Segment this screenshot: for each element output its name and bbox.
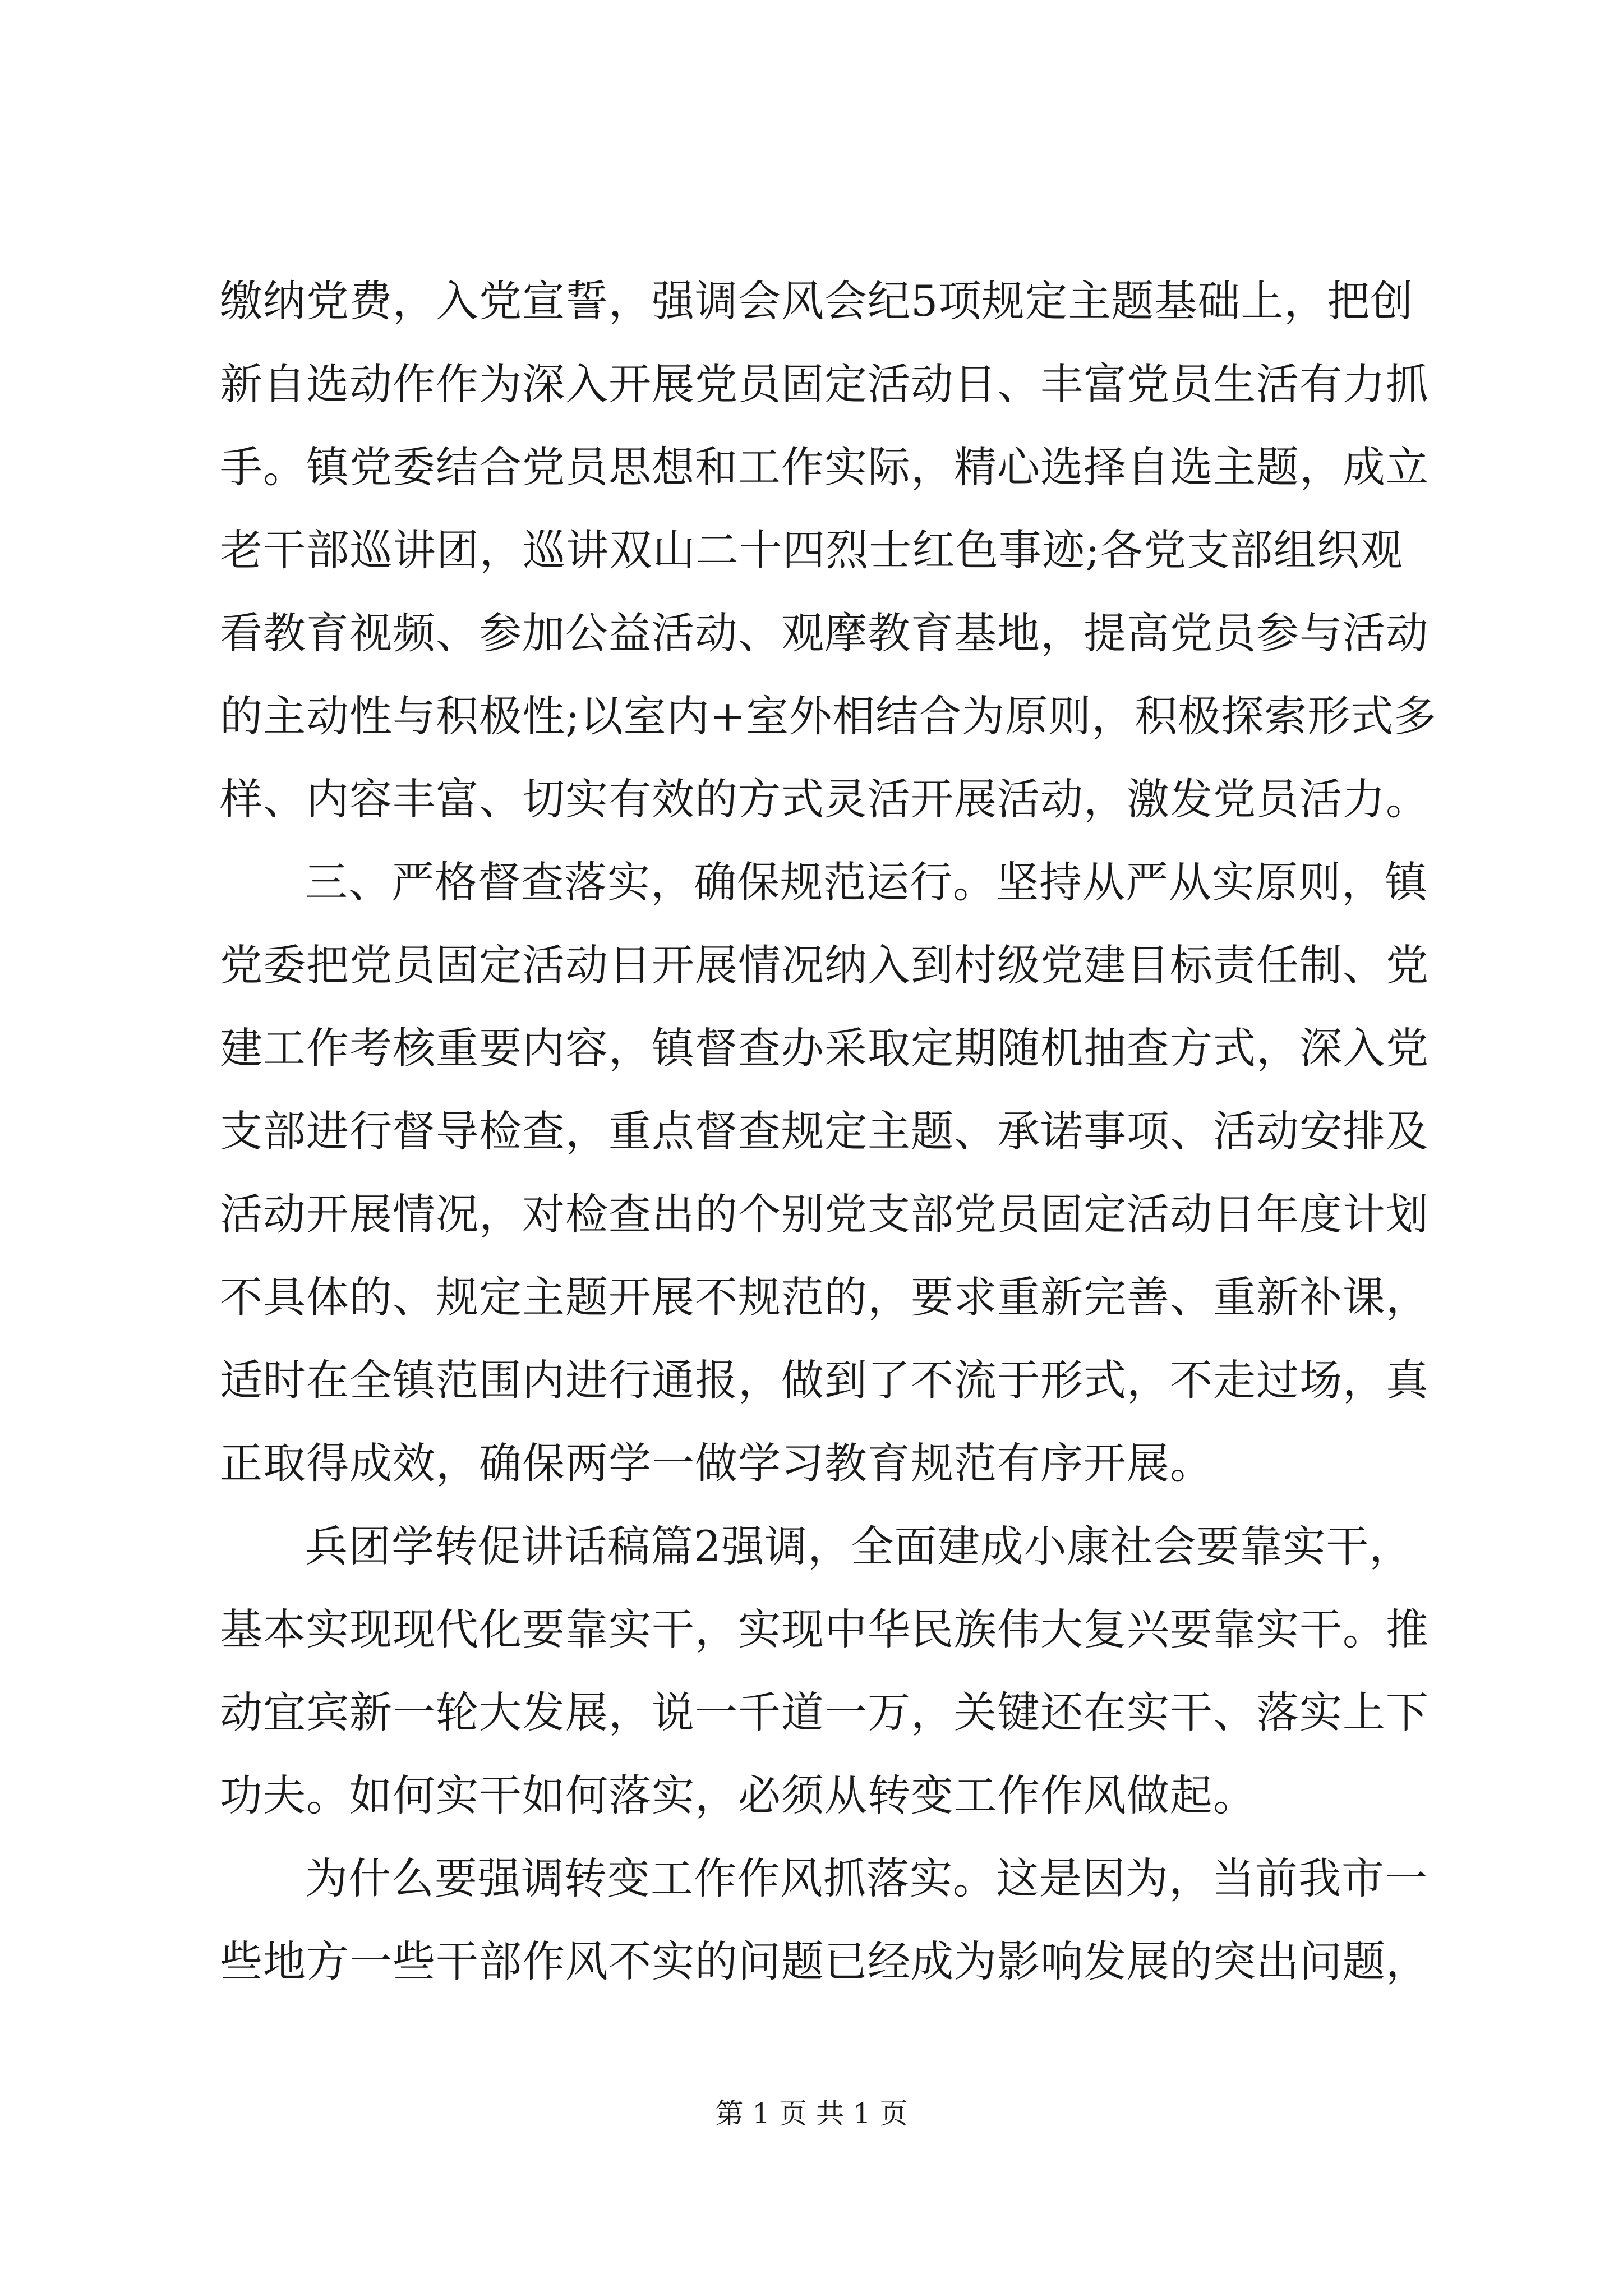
text-line: 些地方一些干部作风不实的问题已经成为影响发展的突出问题， [220, 1936, 1429, 1986]
text-line: 手。镇党委结合党员思想和工作实际，精心选择自选主题，成立 [220, 442, 1429, 492]
text-line: 兵团学转促讲话稿篇2强调，全面建成小康社会要靠实干， [305, 1521, 1413, 1571]
text-line: 建工作考核重要内容，镇督查办采取定期随机抽查方式，深入党 [220, 1023, 1429, 1073]
text-line: 缴纳党费，入党宣誓，强调会风会纪5项规定主题基础上，把创 [220, 276, 1414, 326]
paragraph [220, 260, 1437, 841]
text-line: 党委把党员固定活动日开展情况纳入到村级党建目标责任制、党 [220, 940, 1429, 990]
text-line: 支部进行督导检查，重点督查规定主题、承诺事项、活动安排及 [220, 1106, 1429, 1156]
text-line: 的主动性与积极性;以室内+室外相结合为原则，积极探索形式多 [220, 691, 1437, 741]
paragraph [220, 841, 1429, 1505]
text-line: 基本实现现代化要靠实干，实现中华民族伟大复兴要靠实干。推 [220, 1604, 1429, 1654]
text-line: 适时在全镇范围内进行通报，做到了不流于形式，不走过场，真 [220, 1355, 1429, 1405]
document-body [220, 260, 1437, 2003]
paragraph [220, 1505, 1429, 1837]
text-line: 样、内容丰富、切实有效的方式灵活开展活动，激发党员活力。 [220, 774, 1429, 824]
text-line: 老干部巡讲团，巡讲双山二十四烈士红色事迹;各党支部组织观 [220, 525, 1403, 575]
text-line: 三、严格督查落实，确保规范运行。坚持从严从实原则，镇 [305, 857, 1428, 907]
text-line: 为什么要强调转变工作作风抓落实。这是因为，当前我市一 [305, 1853, 1428, 1903]
text-line: 正取得成效，确保两学一做学习教育规范有序开展。 [220, 1438, 1213, 1488]
text-line: 功夫。如何实干如何落实，必须从转变工作作风做起。 [220, 1770, 1256, 1820]
text-line: 活动开展情况，对检查出的个别党支部党员固定活动日年度计划 [220, 1189, 1429, 1239]
paragraph [220, 1837, 1429, 2003]
text-line: 不具体的、规定主题开展不规范的，要求重新完善、重新补课， [220, 1272, 1429, 1322]
text-line: 新自选动作作为深入开展党员固定活动日、丰富党员生活有力抓 [220, 359, 1429, 409]
text-line: 看教育视频、参加公益活动、观摩教育基地，提高党员参与活动 [220, 608, 1429, 658]
text-line: 动宜宾新一轮大发展，说一千道一万，关键还在实干、落实上下 [220, 1687, 1429, 1737]
page-footer: 第 1 页 共 1 页 [715, 2097, 908, 2130]
